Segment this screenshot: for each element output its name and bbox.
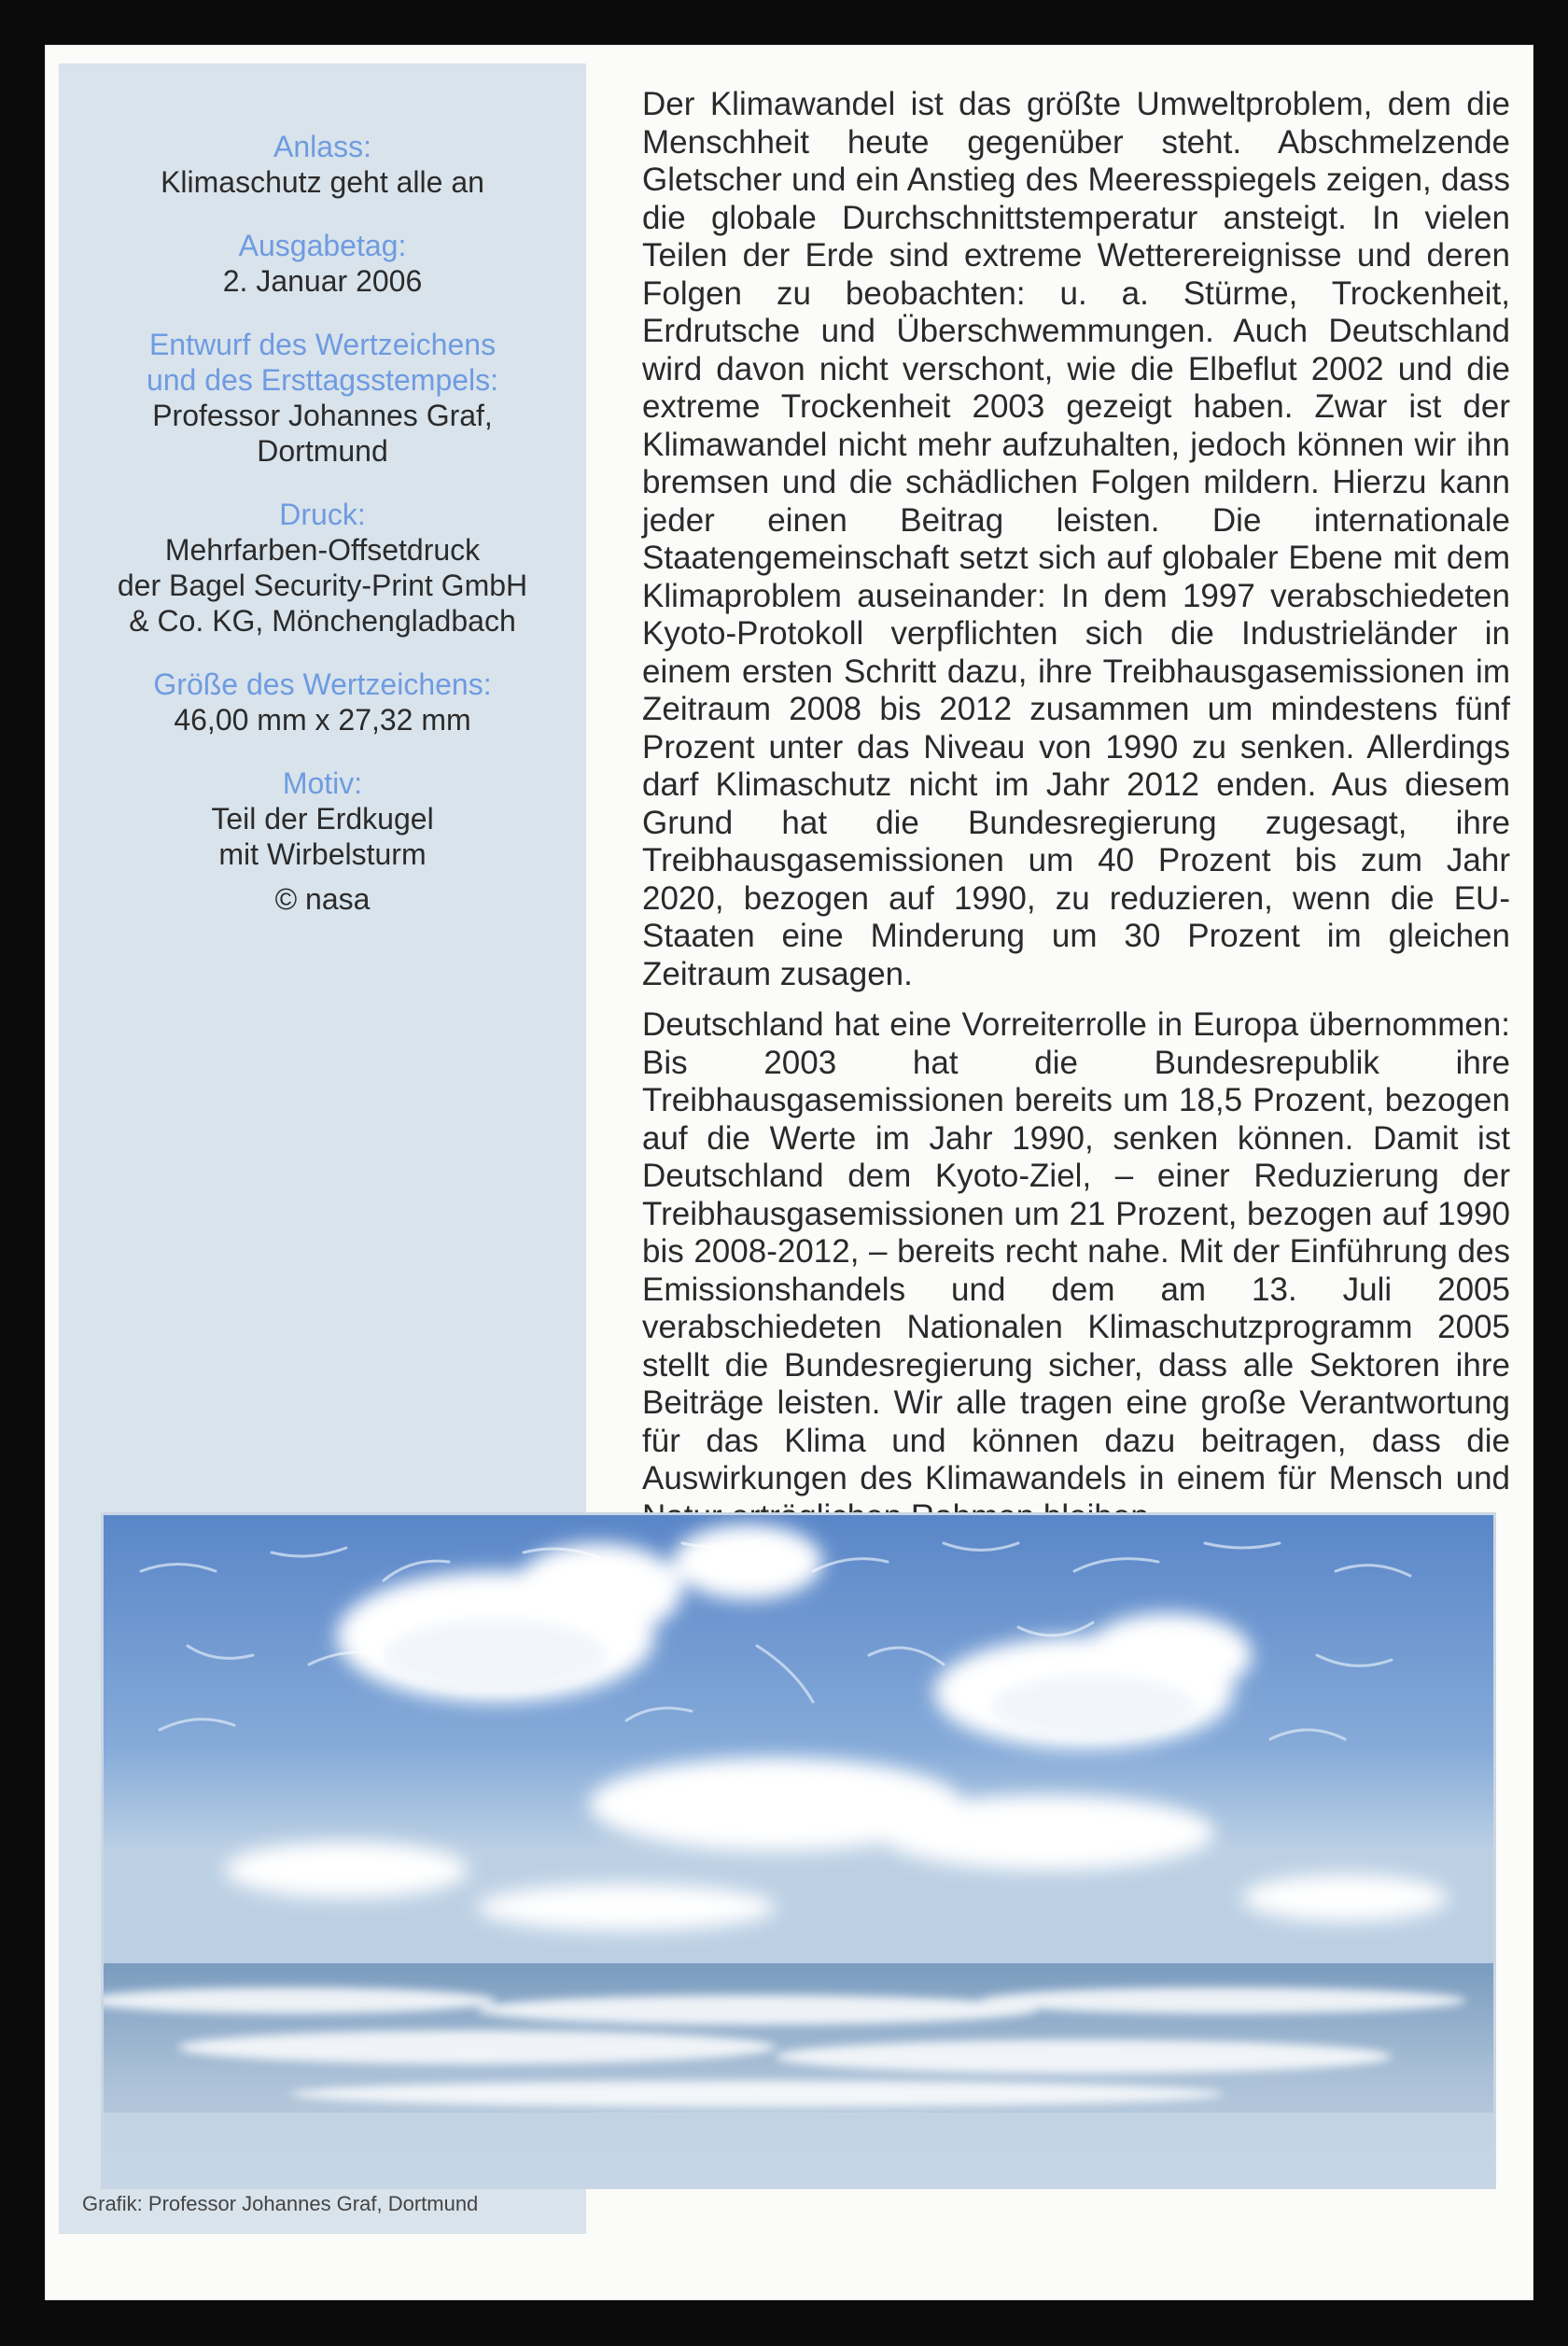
entwurf-label-2: und des Ersttagsstempels: (146, 363, 499, 397)
paragraph-1: Der Klimawandel ist das größte Umweltproblem, dem die Menschheit heute gegenüber steht. Abschmelzende Gletscher und ein Anstieg des Meeresspiegels zeigen, dass die globale Durchschnittstemperatur ansteigt. In vielen Teilen der Erde sind extreme Wetterereignisse und deren Folgen zu beobachten: u. a. Stürme, Trockenheit, Erdrutsche und Überschwemmungen. Auch Deutschland wird davon nicht verschont, wie die Elbeflut 2002 und die extreme Trockenheit 2003 gezeigt haben. Zwar ist der Klimawandel nicht mehr aufzuhalten, jedoch können wir ihn bremsen und die schädlichen Folgen mildern. Hierzu kann jeder einen Beitrag leisten. Die internationale Staatengemeinschaft setzt sich auf globaler Ebene mit dem Klimaproblem auseinander: In dem 1997 verabschiedeten Kyoto-Protokoll verpflichten sich die Industrieländer in einem ersten Schritt dazu, ihre Treibhausgasemissionen im Zeitraum 2008 bis 2012 zusammen um mindestens fünf Prozent unter das Niveau von 1990 zu senken. Allerdings darf Klimaschutz nicht im Jahr 2012 enden. Aus diesem Grund hat die Bundesregierung zugesagt, ihre Treibhausgasemissionen um 40 Prozent bis zum Jahr 2020, bezogen auf 1990, zu reduzieren, wenn die EU-Staaten eine Minderung um 30 Prozent im gleichen Zeitraum zusagen. (642, 86, 1510, 992)
sky-sea-photo (101, 1512, 1496, 2189)
info-entwurf (59, 327, 586, 469)
entwurf-value-1: Professor Johannes Graf, (152, 399, 493, 432)
druck-value-2: der Bagel Security-Print GmbH (117, 569, 528, 602)
info-druck (59, 497, 586, 639)
copyright-text: © nasa (274, 882, 371, 916)
druck-label: Druck: (279, 498, 366, 531)
entwurf-label-1: Entwurf des Wertzeichens (148, 328, 497, 361)
motiv-value-1: Teil der Erdkugel (211, 802, 434, 836)
groesse-label: Größe des Wertzeichens: (153, 667, 492, 701)
stamp-info (59, 129, 586, 945)
motiv-value-2: mit Wirbelsturm (218, 837, 427, 871)
info-ausgabetag (59, 228, 586, 299)
article-body (642, 86, 1510, 1549)
info-anlass (59, 129, 586, 200)
motiv-label: Motiv: (282, 766, 363, 800)
ausgabetag-value: 2. Januar 2006 (222, 264, 423, 298)
info-groesse (59, 667, 586, 738)
druck-value-3: & Co. KG, Mönchengladbach (129, 604, 516, 638)
anlass-value: Klimaschutz geht alle an (161, 165, 484, 199)
image-caption: Grafik: Professor Johannes Graf, Dortmund (82, 2192, 479, 2215)
groesse-value: 46,00 mm x 27,32 mm (174, 703, 471, 737)
druck-value-1: Mehrfarben-Offsetdruck (164, 533, 481, 567)
ausgabetag-label: Ausgabetag: (238, 229, 407, 262)
info-motiv (59, 766, 586, 917)
page (45, 45, 1533, 2300)
paragraph-2: Deutschland hat eine Vorreiterrolle in Europa übernommen: Bis 2003 hat die Bundesrepublik ihre Treibhausgasemissionen bereits um 18,5 Prozent, bezogen auf die Werte im Jahr 1990, senken können. Damit ist Deutschland dem Kyoto-Ziel, – einer Reduzierung der Treibhausgasemissionen um 21 Prozent, bezogen auf 1990 bis 2008-2012, – bereits recht nahe. Mit der Einführung des Emissionshandels und dem am 13. Juli 2005 verabschiedeten Nationalen Klimaschutzprogramm 2005 stellt die Bundesregierung sicher, dass alle Sektoren ihre Beiträge leisten. Wir alle tragen eine große Verantwortung für das Klima und können dazu beitragen, dass die Auswirkungen des Klimawandels in einem für Mensch und (642, 1006, 1510, 1496)
anlass-label: Anlass: (273, 130, 371, 163)
sky-sea-illustration (104, 1515, 1493, 2186)
entwurf-value-2: Dortmund (257, 434, 388, 468)
